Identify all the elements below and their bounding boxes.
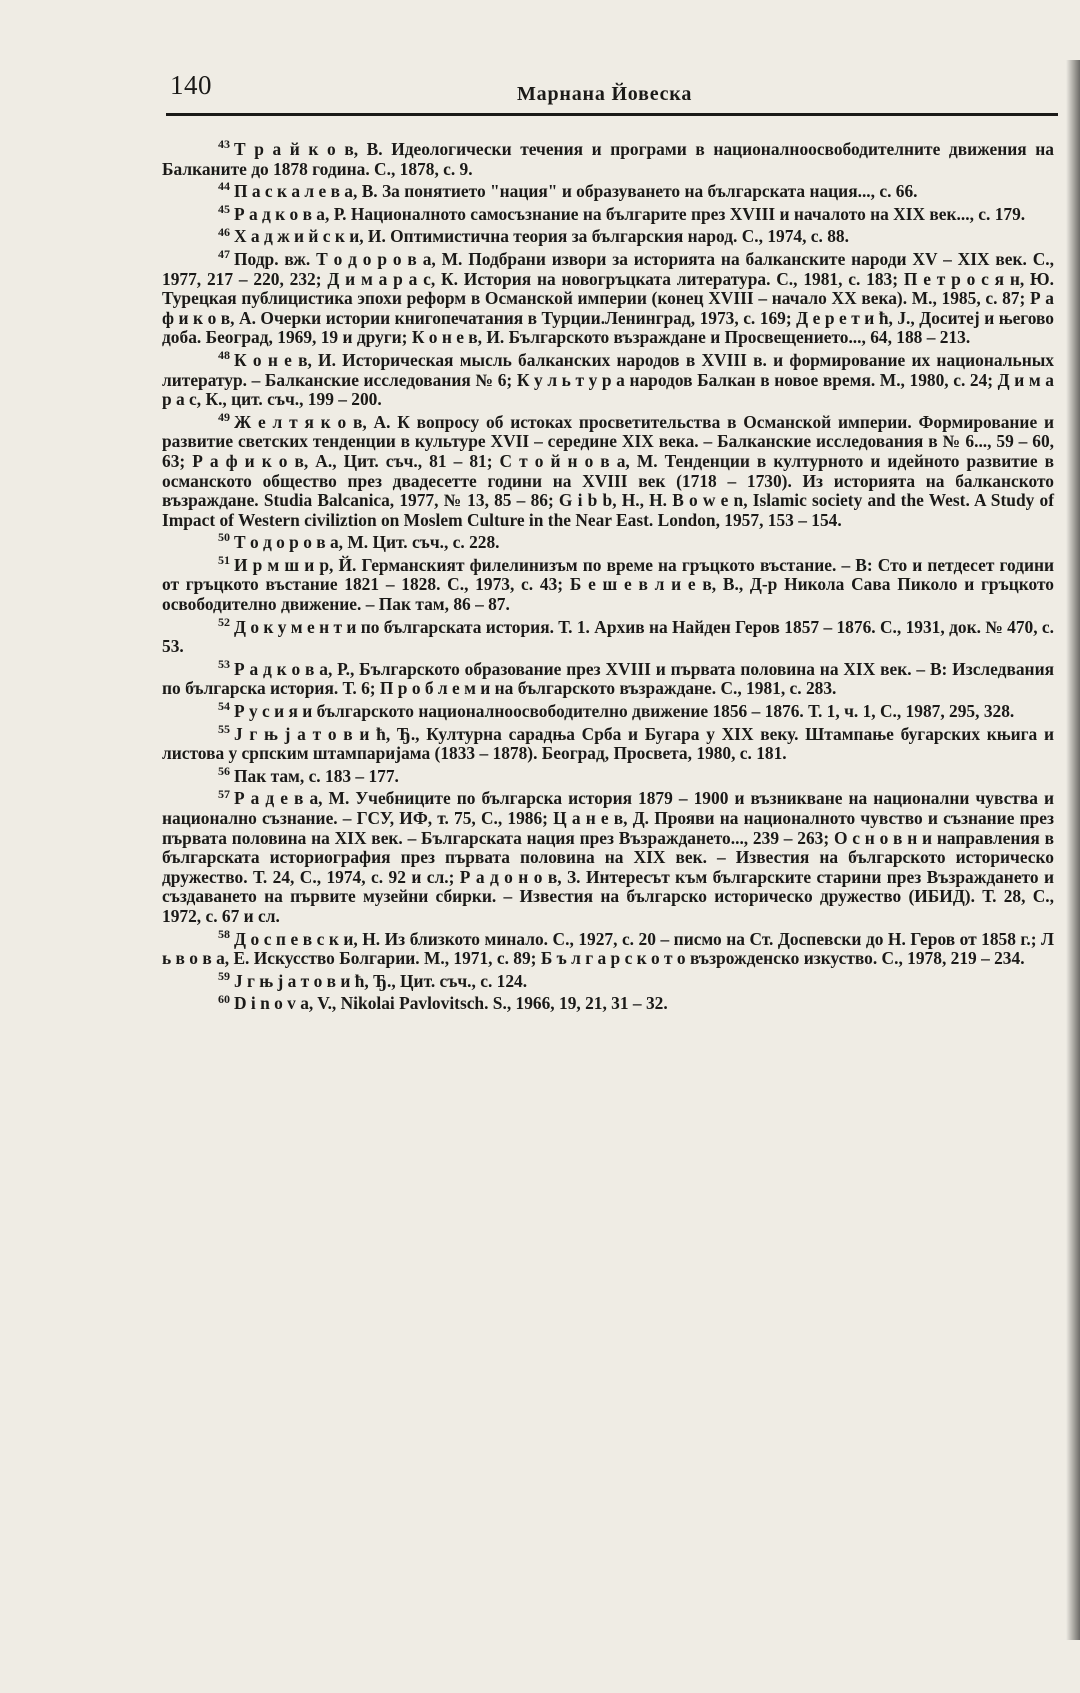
footnote-text: П а с к а л е в а, В. За понятието "нация" и образуването на българската нация..., с. 66. bbox=[234, 181, 918, 202]
footnote: 46 Х а д ж и й с к и, И. Оптимистична теория за българския народ. С., 1974, с. 88. bbox=[218, 224, 849, 247]
footnote: 59 J г њ ј а т о в и ћ, Ђ., Цит. съч., с. 124. bbox=[218, 968, 528, 991]
footnote-text: Р а д к о в а, Р. Националното самосъзнание на българите през XVIII и началото на XIX век..., с. 179. bbox=[234, 203, 1026, 224]
footnote: 45 Р а д к о в а, Р. Националното самосъзнание на българите през XVIII и началото на XIX век..., с. 179. bbox=[218, 201, 1026, 224]
footnote-text: Р а д е в а, М. Учебниците по българска история 1879 – 1900 и възникване на национални чувства и национално съзнание. – ГСУ, ИФ, т. 75, С., 1986; Ц а н е в, Д. Прояви на националното чувство и съзнание през първата половина на XIX век. – Българската нация през Възраждането..., 239 – 263; О с н о в н и направления в българската историография през първата половина на XIX век. – Известия на българското историческо дружество. Т. 24, С., 1974, с. 92 и сл.; Р а д о н о в, З. Интересът към българските старини през Възраждането и създаването на първите музейни сбирки. – Известия на българско историческо дружество (ИБИД). Т. 28, С., 1972, с. 67 и сл. bbox=[162, 788, 1054, 926]
footnote-text: Х а д ж и й с к и, И. Оптимистична теория за българския народ. С., 1974, с. 88. bbox=[234, 226, 849, 247]
footnote: 56 Пак там, с. 183 – 177. bbox=[218, 764, 399, 786]
footnote-text: Пак там, с. 183 – 177. bbox=[234, 765, 399, 786]
footnote-text: Ж е л т я к о в, А. К вопросу об истоках просветительства в Османской империи. Формирование и развитие светских тенденции в культуре XVII – середине XIX века. – Балканские исследования в № 6..., 59 – 60, 63; Р а ф и к о в, А., Цит. съч., 81 – 81; С т о й н о в а, М. Тенденции в културното и идейното развитие в османското общество през двадесетте години на XVIII век (1718 – 1730). Из историята на балканското възраждане. Studia Balcanica, 1977, № 13, 85 – 86; G i b b, H., H. B o w e n, Islamic society and the West. A Study of Impact of Western civiliztion on Moslem Culture in the Near East. London, 1957, 153 – 154. bbox=[162, 411, 1054, 530]
footnote-text: Р у с и я и българското националноосвободително движение 1856 – 1876. Т. 1, ч. 1, С., 1987, 295, 328. bbox=[234, 701, 1015, 722]
page-edge-shadow bbox=[1066, 60, 1080, 1640]
footnote: 55 J г њ ј а т о в и ћ, Ђ., Културна сарадња Срба и Бугара у XIX веку. Штампање бугарских књига и листова у српским штампаријама (1833 – 1878). Београд, Просвета, 1980, с. 181. bbox=[162, 721, 1054, 764]
running-head: Марнана Йовеска bbox=[517, 83, 693, 105]
footnote: 53 Р а д к о в а, Р., Българското образование през XVIII и първата половина на XIX век. – В: Изследвания по българска история. Т. 6; П р о б л е м и на българското възраждане. С., 1981, с. 283. bbox=[162, 657, 1054, 699]
footnote-text: D i n o v a, V., Nikolai Pavlovitsch. S., 1966, 19, 21, 31 – 32. bbox=[234, 993, 668, 1014]
footnote-text: Д о с п е в с к и, Н. Из близкото минало. С., 1927, с. 20 – писмо на Ст. Доспевски до Н. Геров от 1858 г.; Л ь в о в а, Е. Искусство Болгарии. М., 1971, с. 89; Б ъ л г а р с к о т о възрожденско изкуство. С., 1978, 219 – 234. bbox=[162, 928, 1054, 969]
footnote: 44 П а с к а л е в а, В. За понятието "нация" и образуването на българската нация..., с. 66. bbox=[218, 179, 918, 202]
footnote-text: Т р а й к о в, В. Идеологически течения и програми в националноосвободителните движения на Балканите до 1878 година. С., 1878, с. 9. bbox=[162, 139, 1054, 179]
footnotes bbox=[162, 137, 1054, 1017]
footnote-text: К о н е в, И. Историческая мысль балканских народов в XVIII в. и формирование их национальных литератур. – Балканские исследования № 6; К у л ь т у р а народов Балкан в новое время. М., 1980, с. 24; Д и м а р а с, К., цит. съч., 199 – 200. bbox=[162, 349, 1054, 410]
footnote: 48 К о н е в, И. Историческая мысль балканских народов в XVIII в. и формирование их национальных литератур. – Балканские исследования № 6; К у л ь т у р а народов Балкан в новое время. М., 1980, с. 24; Д и м а р а с, К., цит. съч., 199 – 200. bbox=[162, 348, 1054, 410]
footnote: 52 Д о к у м е н т и по българската история. Т. 1. Архив на Найден Геров 1857 – 1876. С., 1931, док. № 470, с. 53. bbox=[162, 614, 1054, 657]
footnote-text: Д о к у м е н т и по българската история. Т. 1. Архив на Найден Геров 1857 – 1876. С., 1931, док. № 470, с. 53. bbox=[162, 616, 1054, 657]
footnote: 50 Т о д о р о в а, М. Цит. съч., с. 228. bbox=[218, 530, 500, 553]
footnote: 60 D i n o v a, V., Nikolai Pavlovitsch. S., 1966, 19, 21, 31 – 32. bbox=[218, 991, 668, 1014]
footnote: 49 Ж е л т я к о в, А. К вопросу об истоках просветительства в Османской империи. Формирование и развитие светских тенденции в культуре XVII – середине XIX века. – Балканские исследования в № 6..., 59 – 60, 63; Р а ф и к о в, А., Цит. съч., 81 – 81; С т о й н о в а, М. Тенденции в културното и идейното развитие в османското общество през двадесетте години на XVIII век (1718 – 1730). Из историята на балканското възраждане. Studia Balcanica, 1977, № 13, 85 – 86; G i b b, H., H. B o w e n, Islamic society and the West. A Study of Impact of Western civiliztion on Moslem Culture in the Near East. London, 1957, 153 – 154. bbox=[162, 409, 1054, 530]
header-rule bbox=[166, 113, 1058, 116]
footnote-text: И р м ш и р, Й. Германският филелинизъм по време на гръцкото въстание. – В: Сто и петдесет години от гръцкото въстание 1821 – 1828. С., 1973, с. 43; Б е ш е в л и е в, В., Д-р Никола Сава Пиколо и гръцкото освободително движение. – Пак там, 86 – 87. bbox=[162, 554, 1054, 615]
footnote: 43 Т р а й к о в, В. Идеологически течения и програми в националноосвободителните движения на Балканите до 1878 година. С., 1878, с. 9. bbox=[162, 137, 1054, 179]
footnote-text: Т о д о р о в а, М. Цит. съч., с. 228. bbox=[234, 532, 500, 553]
footnote: 57 Р а д е в а, М. Учебниците по българска история 1879 – 1900 и възникване на национални чувства и национално съзнание. – ГСУ, ИФ, т. 75, С., 1986; Ц а н е в, Д. Прояви на националното чувство и съзнание през първата половина на XIX век. – Българската нация през Възраждането..., 239 – 263; О с н о в н и направления в българската историография през първата половина на XIX век. – Известия на българското историческо дружество. Т. 24, С., 1974, с. 92 и сл.; Р а д о н о в, З. Интересът към българските старини през Възраждането и създаването на първите музейни сбирки. – Известия на българско историческо дружество (ИБИД). Т. 28, С., 1972, с. 67 и сл. bbox=[162, 786, 1054, 926]
footnote: 47 Подр. вж. Т о д о р о в а, М. Подбрани извори за историята на балканските народи XV – XIX век. С., 1977, 217 – 220, 232; Д и м а р а с, К. История на новогръцката литература. С., 1981, с. 183; П е т р о с я н, Ю. Турецкая публицистика эпохи реформ в Османской империи (конец XVIII – начало XX века). М., 1985, с. 87; Р а ф и к о в, А. Очерки истории книгопечатания в Турции.Ленинград, 1973, с. 169; Д е р е т и ћ, J., Доситеј и његово доба. Београд, 1969, 19 и други; К о н е в, И. Българското възраждане и Просвещението..., 64, 188 – 213. bbox=[162, 247, 1054, 348]
footnote-text: Подр. вж. Т о д о р о в а, М. Подбрани извори за историята на балканските народи XV – XIX век. С., 1977, 217 – 220, 232; Д и м а р а с, К. История на новогръцката литература. С., 1981, с. 183; П е т р о с я н, Ю. Турецкая публицистика эпохи реформ в Османской империи (конец XVIII – начало XX века). М., 1985, с. 87; Р а ф и к о в, А. Очерки истории книгопечатания в Турции.Ленинград, 1973, с. 169; Д е р е т и ћ, J., Доситеј и његово доба. Београд, 1969, 19 и други; К о н е в, И. Българското възраждане и Просвещението..., 64, 188 – 213. bbox=[162, 248, 1054, 348]
footnote-text: J г њ ј а т о в и ћ, Ђ., Културна сарадња Срба и Бугара у XIX веку. Штампање бугарских књига и листова у српским штампаријама (1833 – 1878). Београд, Просвета, 1980, с. 181. bbox=[162, 723, 1054, 764]
footnote: 58 Д о с п е в с к и, Н. Из близкото минало. С., 1927, с. 20 – писмо на Ст. Доспевски до Н. Геров от 1858 г.; Л ь в о в а, Е. Искусство Болгарии. М., 1971, с. 89; Б ъ л г а р с к о т о възрожденско изкуство. С., 1978, 219 – 234. bbox=[162, 926, 1054, 969]
page-number: 140 bbox=[170, 70, 212, 100]
footnote: 51 И р м ш и р, Й. Германският филелинизъм по време на гръцкото въстание. – В: Сто и петдесет години от гръцкото въстание 1821 – 1828. С., 1973, с. 43; Б е ш е в л и е в, В., Д-р Никола Сава Пиколо и гръцкото освободително движение. – Пак там, 86 – 87. bbox=[162, 553, 1054, 615]
footnote-text: Р а д к о в а, Р., Българското образование през XVIII и първата половина на XIX век. – В: Изследвания по българска история. Т. 6; П р о б л е м и на българското възраждане. С., 1981, с. 283. bbox=[162, 658, 1054, 699]
footnote: 54 Р у с и я и българското националноосвободително движение 1856 – 1876. Т. 1, ч. 1, С., 1987, 295, 328. bbox=[218, 699, 1015, 722]
footnote-text: J г њ ј а т о в и ћ, Ђ., Цит. съч., с. 124. bbox=[234, 970, 528, 991]
